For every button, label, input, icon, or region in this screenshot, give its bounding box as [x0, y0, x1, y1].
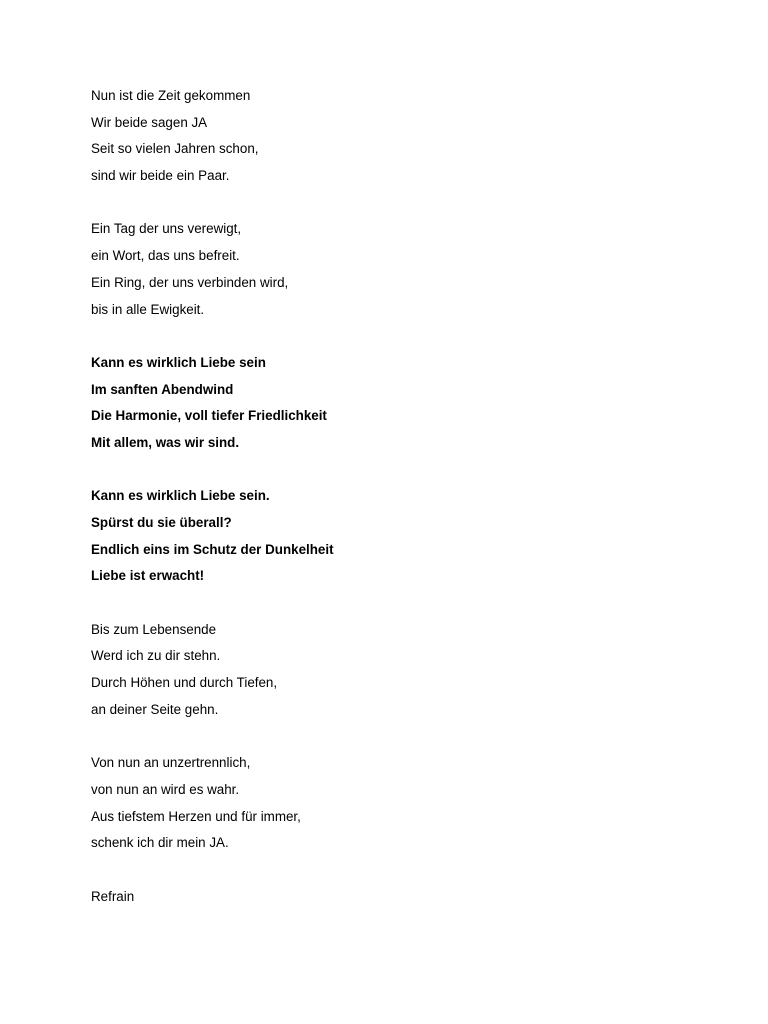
refrain-1-line-2: Im sanften Abendwind [91, 381, 234, 397]
stanza-1 [91, 85, 691, 192]
stanza-4-line-2: von nun an wird es wahr. [91, 781, 240, 797]
stanza-3-line-4: an deiner Seite gehn. [91, 701, 219, 717]
refrain-stanza-2 [91, 485, 691, 592]
refrain-marker [91, 886, 691, 913]
stanza-2-line-2: ein Wort, das uns befreit. [91, 248, 240, 264]
poem-text [91, 85, 691, 939]
stanza-4-line-3: Aus tiefstem Herzen und für immer, [91, 808, 301, 824]
refrain-2-line-2: Spürst du sie überall? [91, 515, 232, 530]
refrain-1-line-1: Kann es wirklich Liebe sein [91, 354, 266, 370]
stanza-1-line-2: Wir beide sagen JA [91, 114, 208, 130]
refrain-1-line-4: Mit allem, was wir sind. [91, 434, 240, 450]
refrain-1-line-3: Die Harmonie, voll tiefer Friedlichkeit [91, 408, 327, 424]
stanza-1-line-4: sind wir beide ein Paar. [91, 168, 230, 184]
stanza-1-line-1: Nun ist die Zeit gekommen [91, 88, 251, 103]
stanza-4-line-1: Von nun an unzertrennlich, [91, 755, 251, 771]
stanza-3 [91, 619, 691, 726]
stanza-2-line-4: bis in alle Ewigkeit. [91, 301, 205, 317]
stanza-2 [91, 218, 691, 325]
refrain-2-line-4: Liebe ist erwacht! [91, 568, 205, 584]
stanza-4 [91, 752, 691, 859]
refrain-label: Refrain [91, 888, 135, 904]
stanza-3-line-1: Bis zum Lebensende [91, 621, 217, 637]
stanza-2-line-3: Ein Ring, der uns verbinden wird, [91, 274, 289, 290]
stanza-1-line-3: Seit so vielen Jahren schon, [91, 141, 259, 157]
refrain-2-line-3: Endlich eins im Schutz der Dunkelheit [91, 541, 334, 557]
refrain-stanza-1 [91, 352, 691, 459]
stanza-2-line-1: Ein Tag der uns verewigt, [91, 221, 242, 237]
stanza-3-line-2: Werd ich zu dir stehn. [91, 648, 221, 664]
stanza-3-line-3: Durch Höhen und durch Tiefen, [91, 675, 278, 691]
stanza-4-line-4: schenk ich dir mein JA. [91, 835, 229, 851]
refrain-2-line-1: Kann es wirklich Liebe sein. [91, 488, 270, 504]
